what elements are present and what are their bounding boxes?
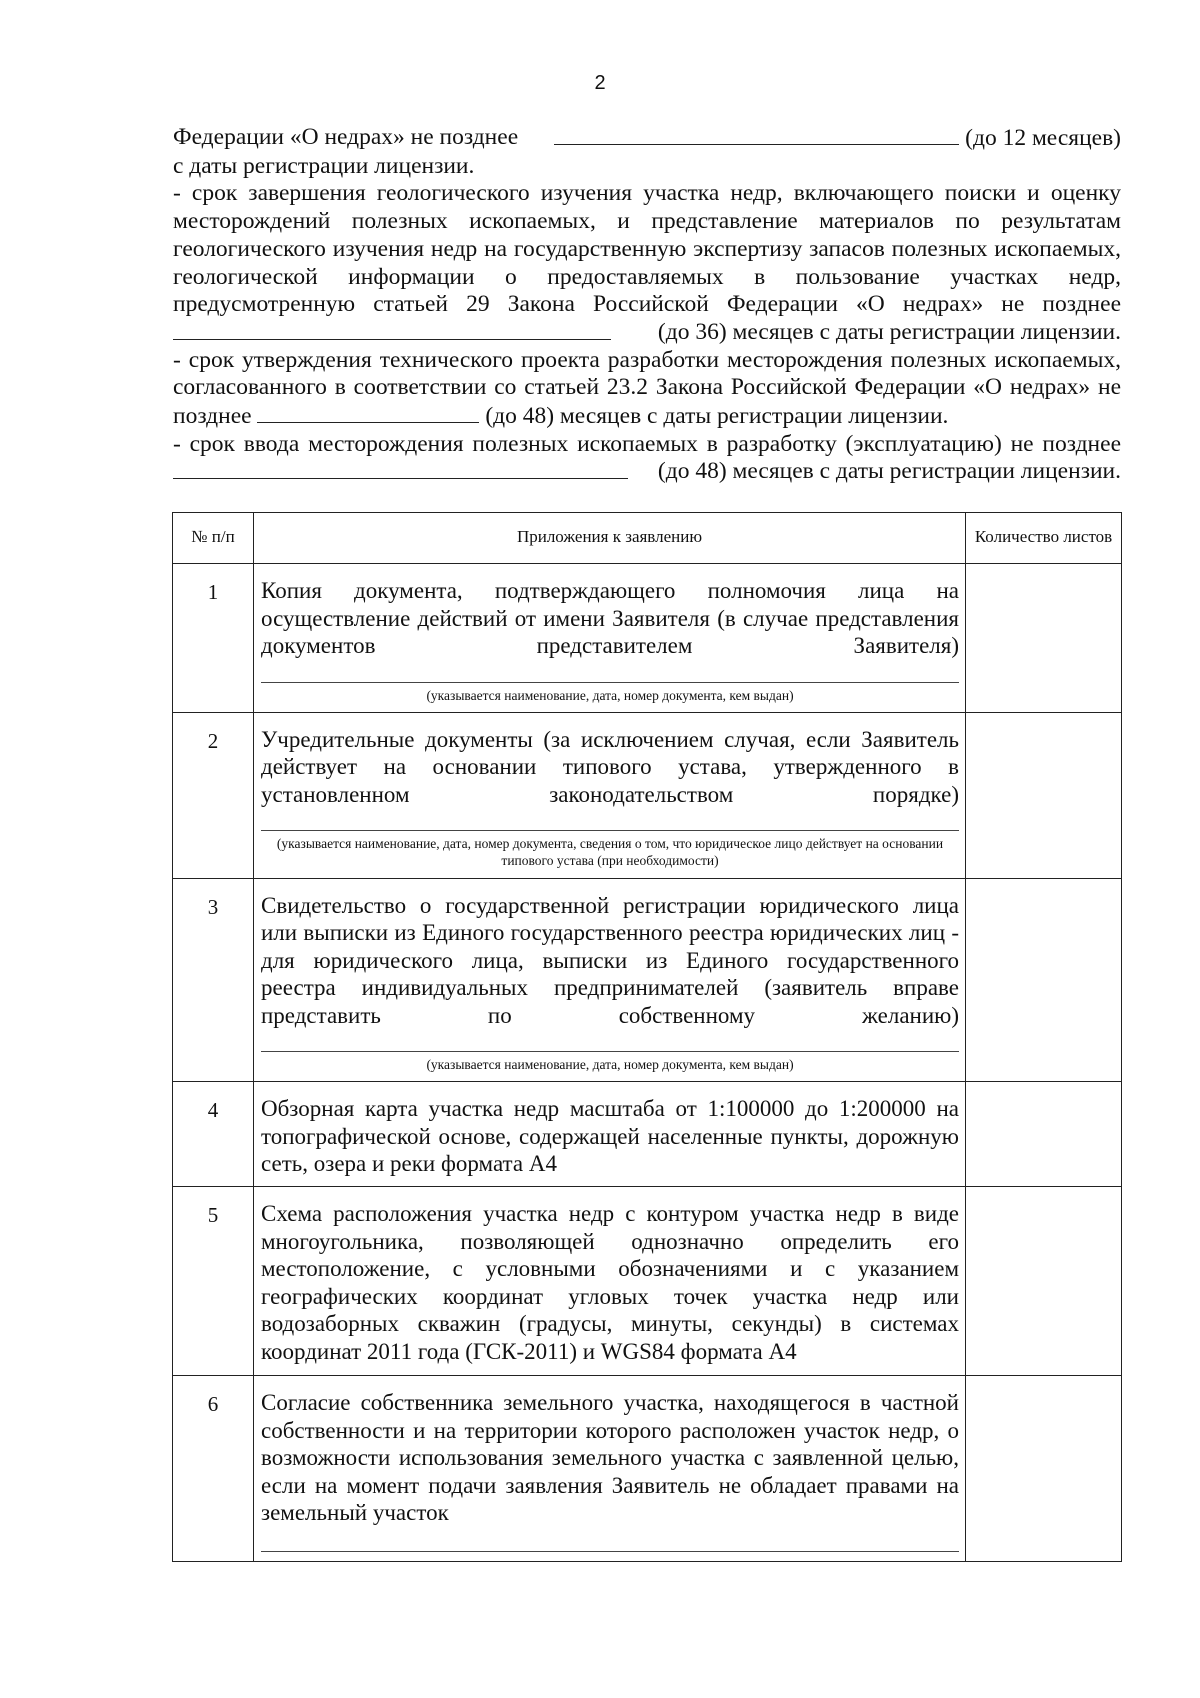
- sheet-count-cell[interactable]: [966, 1082, 1122, 1187]
- intro-p4-limit: (до 48) месяцев с даты регистрации лицензии.: [657, 458, 1121, 485]
- row-text: Копия документа, подтверждающего полномочия лица на осуществление действий от имени Заявителя (в случае представления документов представителем Заявителя): [261, 578, 959, 658]
- intro-p1-limit: (до 12 месяцев): [965, 125, 1121, 151]
- sheet-count-cell[interactable]: [966, 1376, 1122, 1562]
- row-description: [254, 878, 966, 1082]
- intro-p1-start: Федерации «О недрах» не позднее: [173, 124, 519, 150]
- row-number: 6: [173, 1376, 254, 1562]
- intro-paragraph-1: [173, 124, 1121, 153]
- row-number: 3: [173, 878, 254, 1082]
- row-description: [254, 564, 966, 713]
- row-text: Обзорная карта участка недр масштаба от 1:100000 до 1:200000 на топографической основе, содержащей населенные пункты, дорожную сеть, озера и реки формата А4: [261, 1096, 959, 1176]
- table-header-row: [173, 513, 1122, 564]
- deadline-blank-2[interactable]: [173, 319, 611, 340]
- row-description: [254, 1082, 966, 1187]
- table-row: [173, 1376, 1122, 1562]
- header-sheet-count: Количество листов: [966, 513, 1122, 564]
- table-row: [173, 1187, 1122, 1376]
- row-number: 1: [173, 564, 254, 713]
- sheet-count-cell[interactable]: [966, 564, 1122, 713]
- intro-paragraph-2-end: [173, 319, 1121, 347]
- row-text: Согласие собственника земельного участка, находящегося в частной собственности и на территории которого расположен участок недр, о возможности использования земельного участка с заявленной целью, если на момент подачи заявления Заявитель не обладает правами на земельный участок: [261, 1390, 959, 1525]
- table-row: [173, 1082, 1122, 1187]
- row-number: 2: [173, 712, 254, 878]
- row-text: Учредительные документы (за исключением случая, если Заявитель действует на основании типового устава, утвержденного в установленном законодательством порядке): [261, 726, 959, 807]
- intro-paragraph-4: - срок ввода месторождения полезных ископаемых в разработку (эксплуатацию) не позднее: [173, 430, 1121, 457]
- row-description: [254, 1187, 966, 1376]
- row-text: Схема расположения участка недр с контуром участка недр в виде многоугольника, позволяющей однозначно определить его местоположение, с условными обозначениями и с указанием географических координат угловых точек участка недр или водозаборных скважин (градусы, минуты, секунды) в системах координат 2011 года (ГСК-2011) и WGS84 формата А4: [261, 1201, 959, 1364]
- intro-paragraph-4-end: [173, 458, 1121, 486]
- header-attachments: Приложения к заявлению: [254, 513, 966, 564]
- table-row: [173, 564, 1122, 713]
- fill-in-line[interactable]: [261, 1551, 959, 1552]
- fill-in-hint: (указывается наименование, дата, номер документа, кем выдан): [426, 687, 794, 703]
- row-number: 4: [173, 1082, 254, 1187]
- sheet-count-cell[interactable]: [966, 712, 1122, 878]
- table-row: [173, 878, 1122, 1082]
- intro-p2-limit: (до 36) месяцев с даты регистрации лицензии.: [657, 318, 1121, 345]
- sheet-count-cell[interactable]: [966, 1187, 1122, 1376]
- page-number: 2: [594, 72, 606, 94]
- row-description: [254, 1376, 966, 1562]
- intro-text: [173, 124, 1121, 486]
- row-number: 5: [173, 1187, 254, 1376]
- deadline-blank-4[interactable]: [173, 458, 628, 479]
- fill-in-line[interactable]: [261, 830, 959, 831]
- table-row: [173, 712, 1122, 878]
- header-number: № п/п: [173, 513, 254, 564]
- deadline-blank-1[interactable]: [554, 124, 959, 145]
- row-description: [254, 712, 966, 878]
- row-text: Свидетельство о государственной регистрации юридического лица или выписки из Единого государственного реестра юридических лиц - для юридического лица, выписки из Единого государственного реестра индивидуальных предпринимателей (заявитель вправе представить по собственному желанию): [261, 892, 959, 1028]
- fill-in-line[interactable]: [261, 1051, 959, 1052]
- fill-in-hint: (указывается наименование, дата, номер документа, кем выдан): [426, 1057, 794, 1072]
- intro-paragraph-3: - срок утверждения технического проекта разработки месторождения полезных ископаемых, согласованного в соответствии со статьей 23.2 Закона Российской Федерации «О недрах» не позднее (до 48) месяцев с даты регистрации лицензии.: [173, 346, 1121, 430]
- intro-paragraph-2: - срок завершения геологического изучения участка недр, включающего поиски и оценку месторождений полезных ископаемых, и представление материалов по результатам геологического изучения недр на государственную экспертизу запасов полезных ископаемых, геологической информации о предоставляемых в пользование участках недр, предусмотренную статьей 29 Закона Российской Федерации «О недрах» не позднее: [173, 180, 1121, 318]
- fill-in-hint: (указывается наименование, дата, номер документа, сведения о том, что юридическое лицо действует на основании типового устава (при необходимости): [276, 836, 944, 868]
- sheet-count-cell[interactable]: [966, 878, 1122, 1082]
- deadline-blank-3[interactable]: [257, 402, 479, 423]
- attachments-table: [172, 512, 1122, 1562]
- fill-in-line[interactable]: [261, 682, 959, 683]
- intro-p1-tail: с даты регистрации лицензии.: [173, 152, 475, 179]
- intro-p3-limit: (до 48) месяцев с даты регистрации лицензии.: [485, 403, 949, 430]
